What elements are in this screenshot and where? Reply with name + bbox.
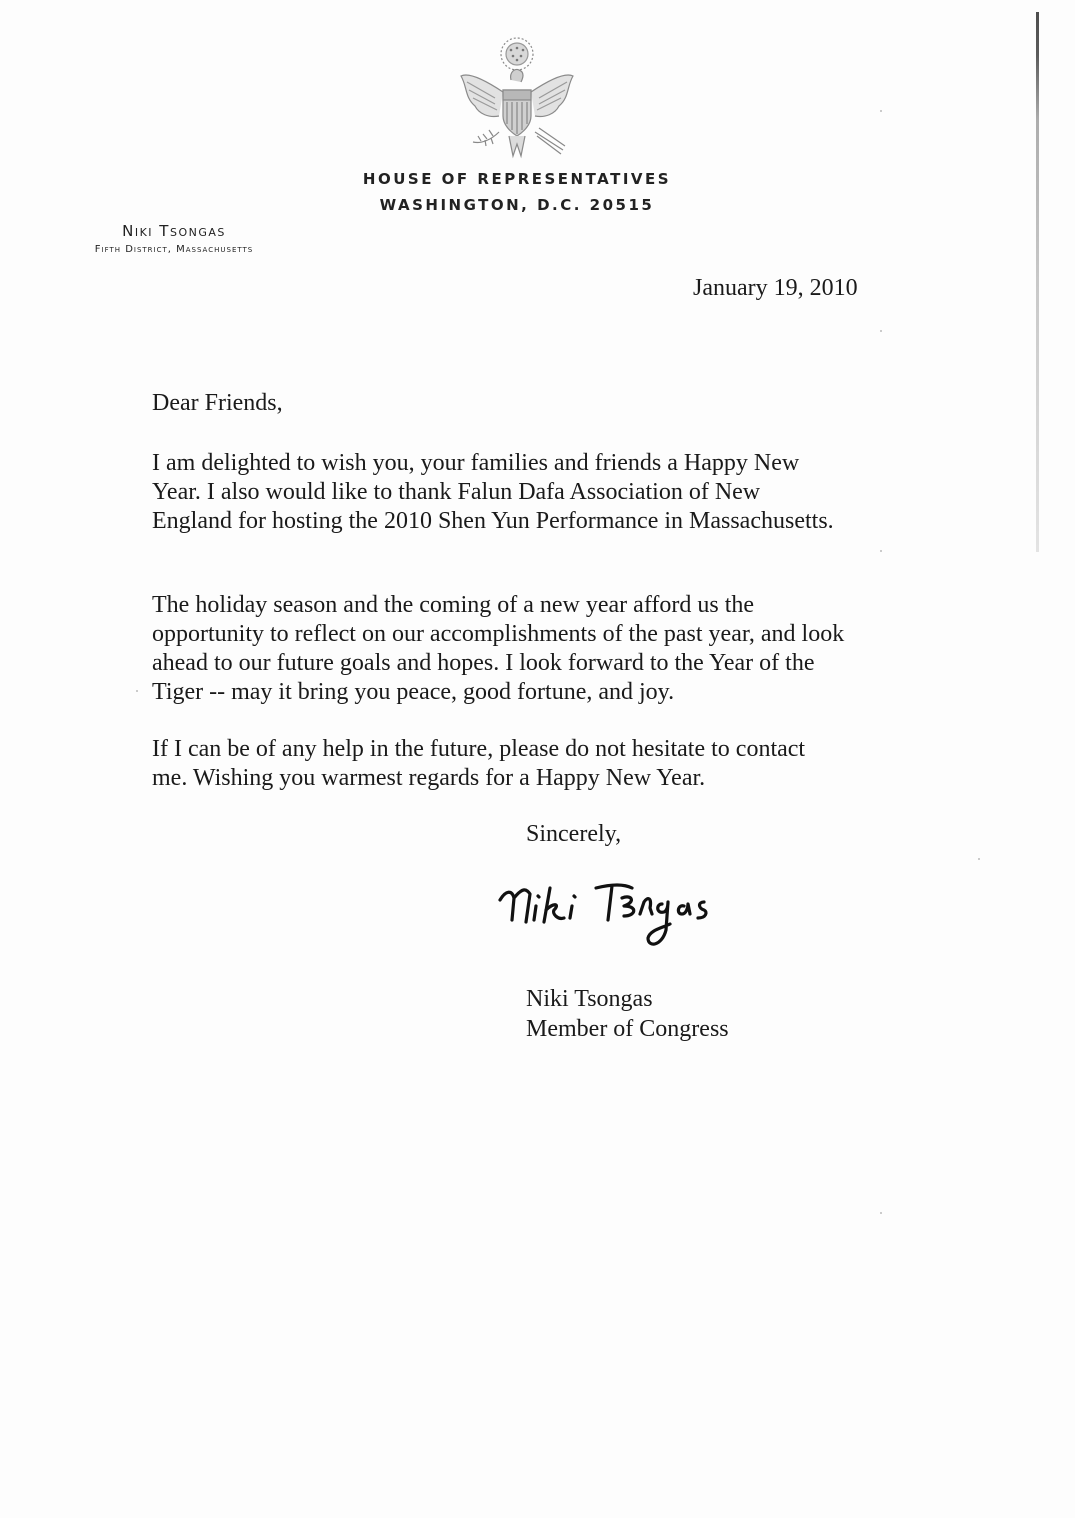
salutation: Dear Friends, [152,390,283,416]
paragraph-3: If I can be of any help in the future, please do not hesitate to contact me. Wishing you warmest regards for a Happy New Year. [152,736,806,791]
scan-edge-mark [1036,12,1039,552]
scan-speck [136,690,138,692]
signer-block [526,984,729,1044]
paragraph-1: I am delighted to wish you, your families and friends a Happy New Year. I also would like to thank Falun Dafa Association of New England for hosting the 2010 Shen Yun Performance in Massachusetts. [152,450,834,534]
signer-title: Member of Congress [526,1016,729,1042]
great-seal-eagle-icon [455,32,577,162]
closing: Sincerely, [526,821,622,847]
institution-address: WASHINGTON, D.C. 20515 [379,196,655,214]
paragraph-2: The holiday season and the coming of a new year afford us the opportunity to reflect on our accomplishments of the past year, and look ahead to our future goals and hopes. I look forward to the Year of the Tiger -- may it bring you peace, good fortune, and joy. [152,592,845,705]
member-name: Niki Tsongas [122,222,226,240]
member-district: Fifth District, Massachusetts [94,244,254,255]
scan-speck [880,1212,882,1214]
scan-speck [880,110,882,112]
scan-speck [880,550,882,552]
letter-date: January 19, 2010 [693,275,858,301]
signature [492,868,752,978]
institution-name: HOUSE OF REPRESENTATIVES [362,170,672,188]
scan-speck [880,330,882,332]
scan-speck [978,858,980,860]
signer-name: Niki Tsongas [526,986,653,1012]
